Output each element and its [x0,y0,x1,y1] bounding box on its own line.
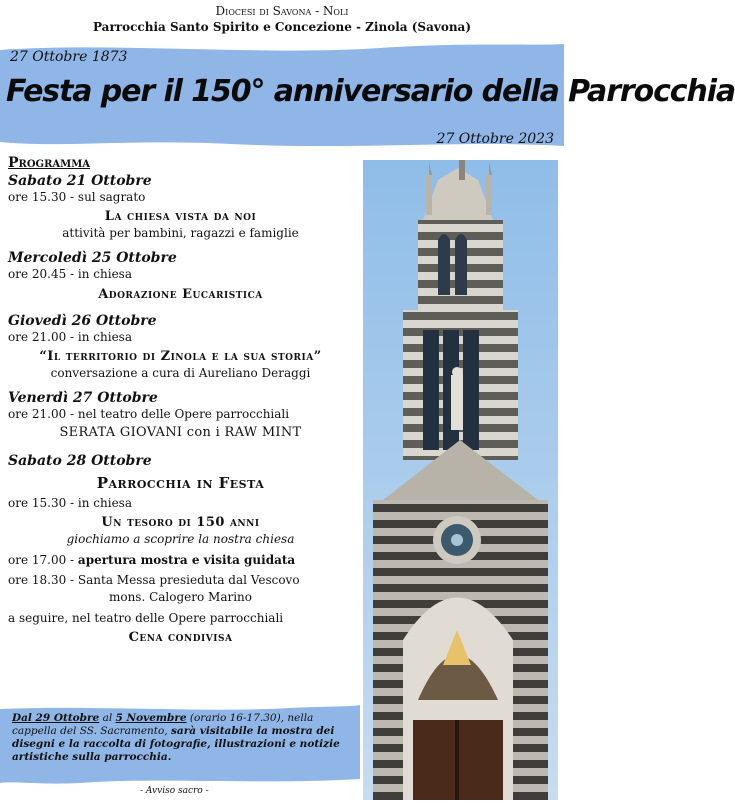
event-time: ore 18.30 - Santa Messa presieduta dal Vescovo [8,573,300,587]
page-title: Festa per il 150° anniversario della Parrocchia [6,74,735,109]
event-time: ore 15.30 - in chiesa [8,496,132,510]
anniversary-date: 27 Ottobre 2023 [436,131,554,147]
event-name: La chiesa vista da noi [104,209,257,224]
day-title: Sabato 28 Ottobre [8,453,152,469]
event-time: ore 20.45 - in chiesa [8,267,132,281]
event-time: ore 15.30 - sul sagrato [8,190,146,204]
event-name: Cena condivisa [128,630,233,645]
church-tower-image [363,160,558,800]
event-description: conversazione a cura di Aureliano Deraggi [50,366,311,380]
exhibition-to: al [99,712,116,724]
event-description: attività per bambini, ragazzi e famiglie [62,226,299,240]
exhibition-end: 5 Novembre [115,712,187,724]
day-title: Sabato 21 Ottobre [8,173,152,189]
diocese-line: Diocesi di Savona - Noli [215,4,349,18]
event-name: SERATA GIOVANI con i RAW MINT [59,425,302,440]
day-title: Mercoledì 25 Ottobre [8,250,177,266]
event-name: Parrocchia in Festa [96,474,265,492]
program-section [8,155,353,646]
footer-note: - Avviso sacro - [140,786,209,796]
event-time: ore 21.00 - nel teatro delle Opere parrocchiali [8,407,290,421]
day-title: Venerdì 27 Ottobre [8,390,158,406]
event-name: “Il territorio di Zinola e la sua storia” [39,349,322,364]
event-time-row [8,552,353,569]
event-name: Un tesoro di 150 anni [101,515,260,530]
event-description: giochiamo a scoprire la nostra chiesa [66,532,295,546]
event-name: apertura mostra e visita guidata [77,553,296,567]
event-description: a seguire, nel teatro delle Opere parrocchiali [8,611,284,625]
parish-line: Parrocchia Santo Spirito e Concezione - Zinola (Savona) [92,20,472,34]
program-heading: Programma [8,155,91,171]
event-description: mons. Calogero Marino [108,590,253,604]
exhibition-start: Dal 29 Ottobre [12,712,100,724]
event-time: ore 21.00 - in chiesa [8,330,132,344]
exhibition-description: sarà visitabile la mostra dei disegni e la raccolta di fotografie, illustrazioni e notizie artistiche sulla parrocchia. [12,725,340,763]
founding-date: 27 Ottobre 1873 [10,49,128,65]
exhibition-notice [12,712,352,764]
event-time: ore 17.00 - [8,553,78,567]
day-title: Giovedì 26 Ottobre [8,313,157,329]
event-name: Adorazione Eucaristica [98,287,263,302]
exhibition-location: (orario 16-17.30), nella cappella del SS. Sacramento, [12,712,314,737]
